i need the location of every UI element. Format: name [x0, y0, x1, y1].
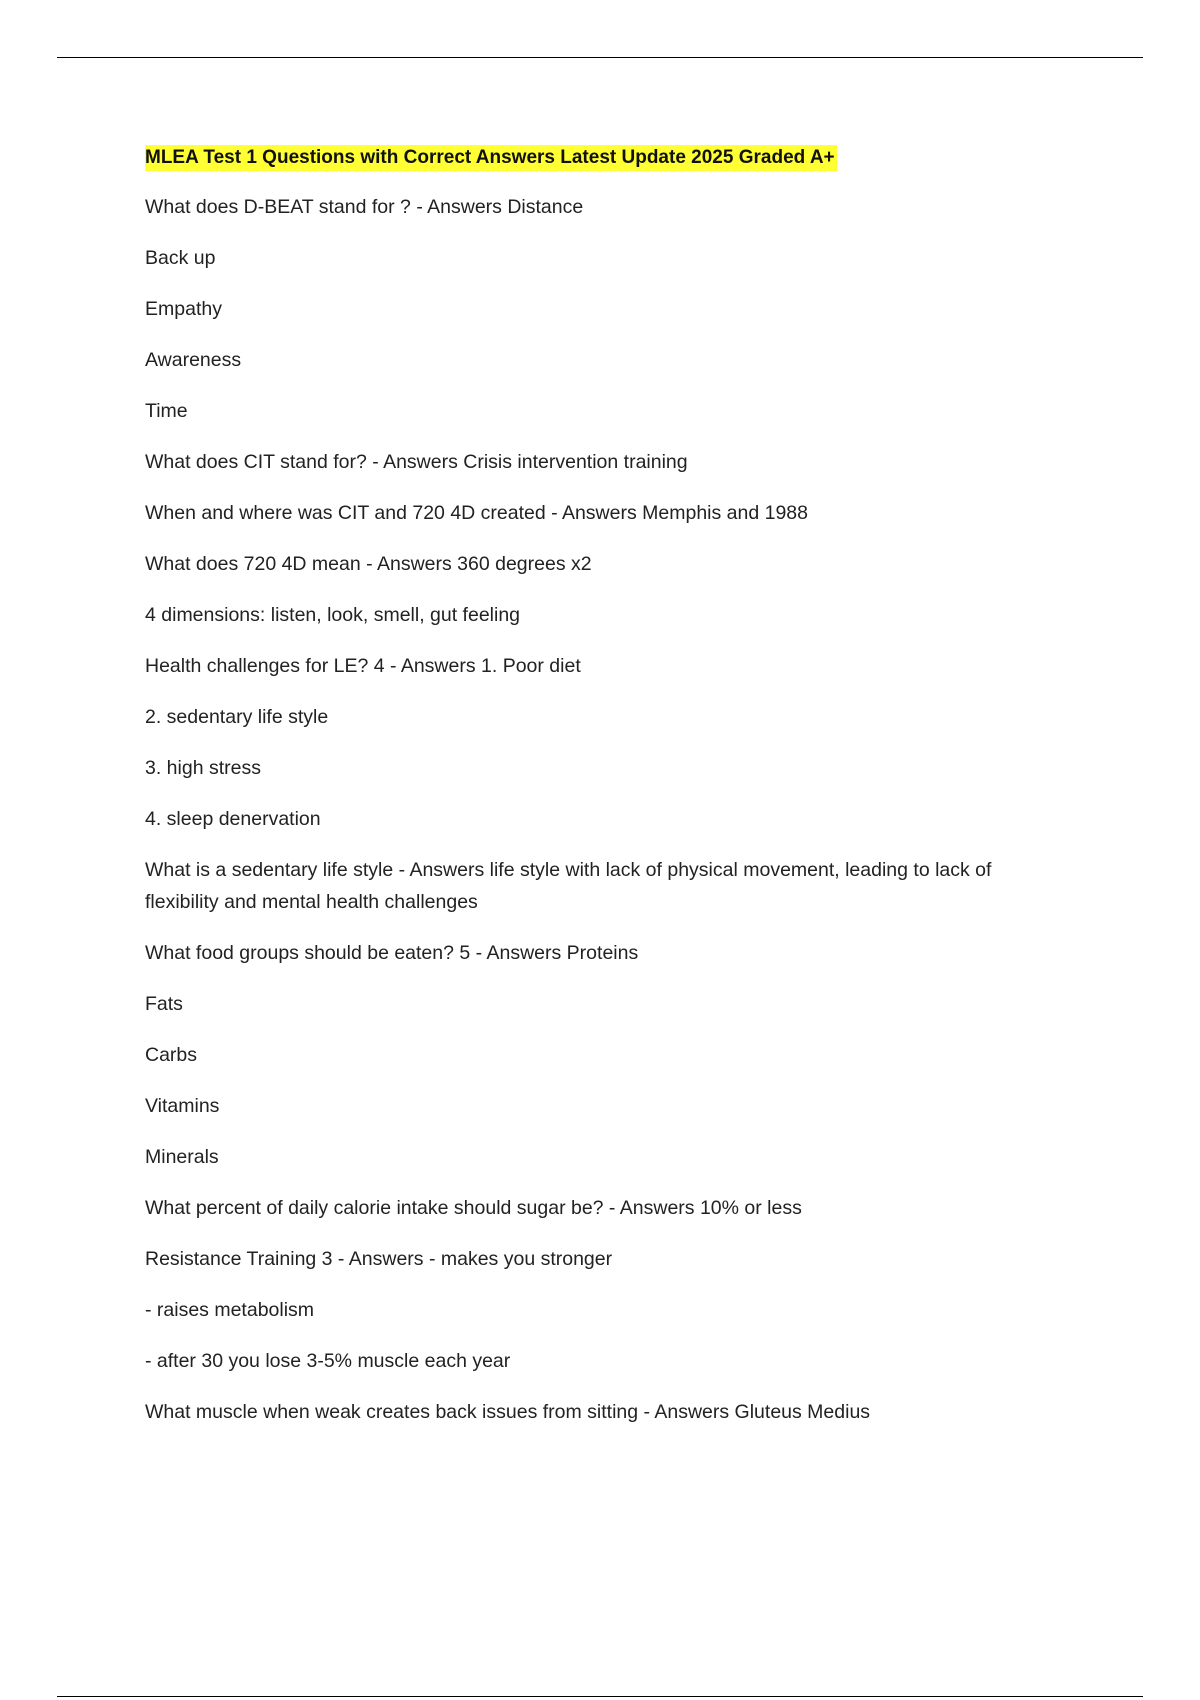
text-line: Vitamins: [145, 1095, 220, 1117]
text-line: When and where was CIT and 720 4D created - Answers Memphis and 1988: [145, 502, 808, 524]
text-line: What muscle when weak creates back issues from sitting - Answers Gluteus Medius: [145, 1401, 871, 1423]
text-line: What does 720 4D mean - Answers 360 degrees x2: [145, 553, 592, 575]
top-rule: [57, 57, 1143, 58]
document-body: [145, 145, 1045, 1447]
title-wrap: [145, 145, 1045, 173]
text-line: What percent of daily calorie intake should sugar be? - Answers 10% or less: [145, 1197, 802, 1219]
text-line: Empathy: [145, 298, 222, 320]
document-title: MLEA Test 1 Questions with Correct Answers Latest Update 2025 Graded A+: [145, 145, 837, 171]
text-line: 3. high stress: [145, 757, 261, 779]
text-line: Carbs: [145, 1044, 198, 1066]
text-line: Fats: [145, 993, 183, 1015]
text-line: - raises metabolism: [145, 1299, 315, 1321]
text-line: 4. sleep denervation: [145, 808, 321, 830]
text-line: Awareness: [145, 349, 242, 371]
text-line: Resistance Training 3 - Answers - makes you stronger: [145, 1248, 613, 1270]
text-line: Health challenges for LE? 4 - Answers 1. Poor diet: [145, 655, 581, 677]
document-lines: [145, 191, 1045, 1428]
text-line: What food groups should be eaten? 5 - Answers Proteins: [145, 942, 639, 964]
text-line: 2. sedentary life style: [145, 706, 329, 728]
text-line: What does D-BEAT stand for ? - Answers Distance: [145, 196, 584, 218]
text-line: 4 dimensions: listen, look, smell, gut feeling: [145, 604, 521, 626]
text-line: Time: [145, 400, 188, 422]
text-line: What does CIT stand for? - Answers Crisis intervention training: [145, 451, 688, 473]
text-line: - after 30 you lose 3-5% muscle each year: [145, 1350, 511, 1372]
text-line: Minerals: [145, 1146, 219, 1168]
bottom-rule: [57, 1696, 1143, 1697]
text-line: Back up: [145, 247, 216, 269]
text-line: What is a sedentary life style - Answers life style with lack of physical movement, leading to lack of flexibility and mental health challenges: [145, 859, 992, 913]
